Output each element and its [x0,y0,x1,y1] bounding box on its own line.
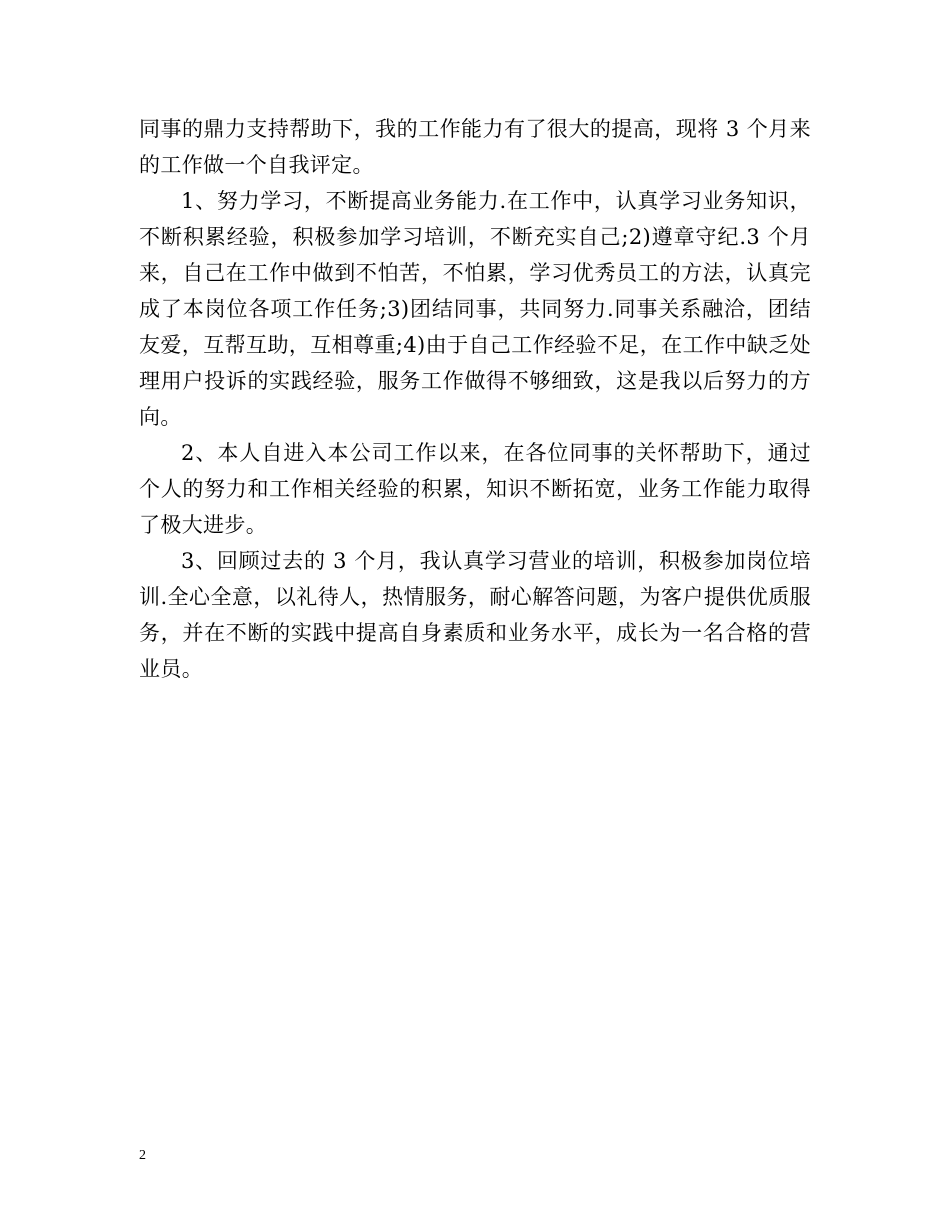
page-number: 2 [139,1148,146,1163]
document-body [139,111,811,687]
paragraph-item-3: 3、回顾过去的 3 个月，我认真学习营业的培训，积极参加岗位培训.全心全意，以礼待人，热情服务，耐心解答问题，为客户提供优质服务，并在不断的实践中提高自身素质和业务水平，成长为一名合格的营业员。 [139,549,811,681]
paragraph-item-2: 2、本人自进入本公司工作以来，在各位同事的关怀帮助下，通过个人的努力和工作相关经验的积累，知识不断拓宽，业务工作能力取得了极大进步。 [139,441,811,537]
paragraph-continued: 同事的鼎力支持帮助下，我的工作能力有了很大的提高，现将 3 个月来的工作做一个自我评定。 [139,117,811,177]
paragraph-item-1: 1、努力学习，不断提高业务能力.在工作中，认真学习业务知识，不断积累经验，积极参加学习培训，不断充实自己;2)遵章守纪.3 个月来，自己在工作中做到不怕苦，不怕累，学习优秀员工的方法，认真完成了本岗位各项工作任务;3)团结同事，共同努力.同事关系融洽，团结友爱，互帮互助，互相尊重;4)由于自己工作经验不足，在工作中缺乏处理用户投诉的实践经验，服务工作做得不够细致，这是我以后努力的方向。 [139,189,811,429]
